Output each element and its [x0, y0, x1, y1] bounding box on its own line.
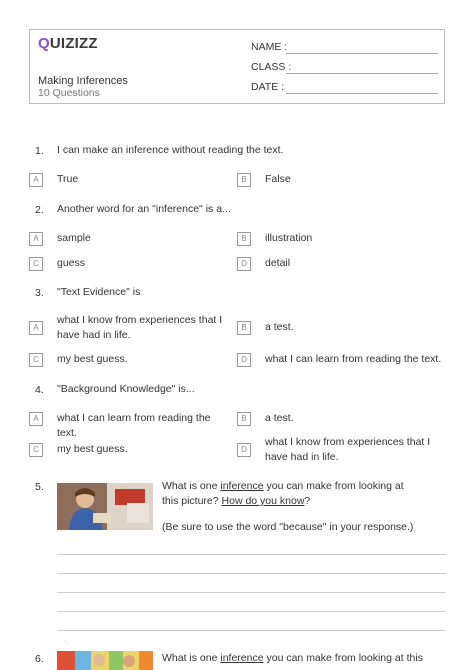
question-5-number: 5.	[35, 481, 44, 493]
quizizz-logo	[38, 35, 98, 52]
name-label: NAME :	[251, 41, 288, 53]
q2-option-d-box[interactable]: D	[237, 257, 251, 271]
question-4-text: "Background Knowledge" is...	[57, 383, 195, 395]
q2-option-b-box[interactable]: B	[237, 232, 251, 246]
worksheet-title: Making Inferences	[38, 75, 128, 87]
q4-option-a-text: what I can learn from reading the text.	[57, 412, 211, 439]
q5-text-how-do-you-know: How do you know	[221, 495, 305, 507]
question-6-photo	[57, 651, 153, 670]
q3-option-b-text: a test.	[265, 321, 294, 333]
answer-line[interactable]	[57, 630, 446, 631]
q5-text-part-3: you can make from looking at this picture?	[162, 480, 404, 507]
q1-option-b-text: False	[265, 173, 291, 185]
q4-option-b-text: a test.	[265, 412, 294, 424]
question-2-number: 2.	[35, 204, 44, 216]
class-label: CLASS :	[251, 61, 292, 73]
q6-text-inference: inference	[220, 652, 264, 664]
worksheet-header	[29, 29, 445, 104]
q5-text-inference: inference	[220, 480, 264, 492]
question-6-text	[162, 651, 432, 666]
question-5-note: (Be sure to use the word "because" in your response.)	[162, 521, 414, 533]
answer-line[interactable]	[57, 592, 446, 593]
q1-option-a-box[interactable]: A	[29, 173, 43, 187]
q3-option-d-text: what I can learn from reading the text.	[265, 353, 442, 365]
q1-option-a-text: True	[57, 173, 79, 185]
question-1-number: 1.	[35, 145, 44, 157]
q4-option-a-box[interactable]: A	[29, 412, 43, 426]
name-line	[286, 53, 438, 54]
q4-option-d-text: what I know from experiences that I have had in life.	[265, 436, 431, 463]
question-4-number: 4.	[35, 384, 44, 396]
question-5-text	[162, 479, 422, 509]
date-line	[286, 93, 438, 94]
q2-option-a-box[interactable]: A	[29, 232, 43, 246]
question-1-text: I can make an inference without reading the text.	[57, 144, 284, 156]
q3-option-c-text: my best guess.	[57, 353, 128, 365]
question-5-photo	[57, 483, 153, 530]
question-3-text: "Text Evidence" is	[57, 286, 141, 298]
q4-option-c-box[interactable]: C	[29, 443, 43, 457]
q4-option-d-box[interactable]: D	[237, 443, 251, 457]
answer-line[interactable]	[57, 611, 446, 612]
q6-text-part-1: What is one	[162, 652, 221, 664]
logo-rest: UIZIZZ	[49, 35, 98, 52]
question-2-text: Another word for an "inference" is a...	[57, 203, 231, 215]
q2-option-d-text: detail	[265, 257, 291, 269]
question-3-number: 3.	[35, 287, 44, 299]
q5-text-part-1: What is one	[162, 480, 221, 492]
logo-q-mark: Q	[38, 35, 50, 52]
q3-option-d-box[interactable]: D	[237, 353, 251, 367]
q2-option-c-text: guess	[57, 257, 86, 269]
q2-option-c-box[interactable]: C	[29, 257, 43, 271]
q4-option-b-box[interactable]: B	[237, 412, 251, 426]
q3-option-a-box[interactable]: A	[29, 321, 43, 335]
q3-option-c-box[interactable]: C	[29, 353, 43, 367]
q4-option-c-text: my best guess.	[57, 443, 128, 455]
q3-option-b-box[interactable]: B	[237, 321, 251, 335]
class-line	[286, 73, 438, 74]
answer-line[interactable]	[57, 573, 446, 574]
answer-line[interactable]	[57, 554, 446, 555]
q6-text-part-3: you can make from looking at this	[263, 652, 423, 664]
question-6-number: 6.	[35, 653, 44, 665]
q5-text-part-5: ?	[304, 495, 311, 507]
q2-option-a-text: sample	[57, 232, 91, 244]
worksheet-subtitle: 10 Questions	[38, 87, 100, 99]
date-label: DATE :	[251, 81, 285, 93]
q3-option-a-text: what I know from experiences that I have had in life.	[57, 314, 223, 341]
q2-option-b-text: illustration	[265, 232, 313, 244]
q1-option-b-box[interactable]: B	[237, 173, 251, 187]
